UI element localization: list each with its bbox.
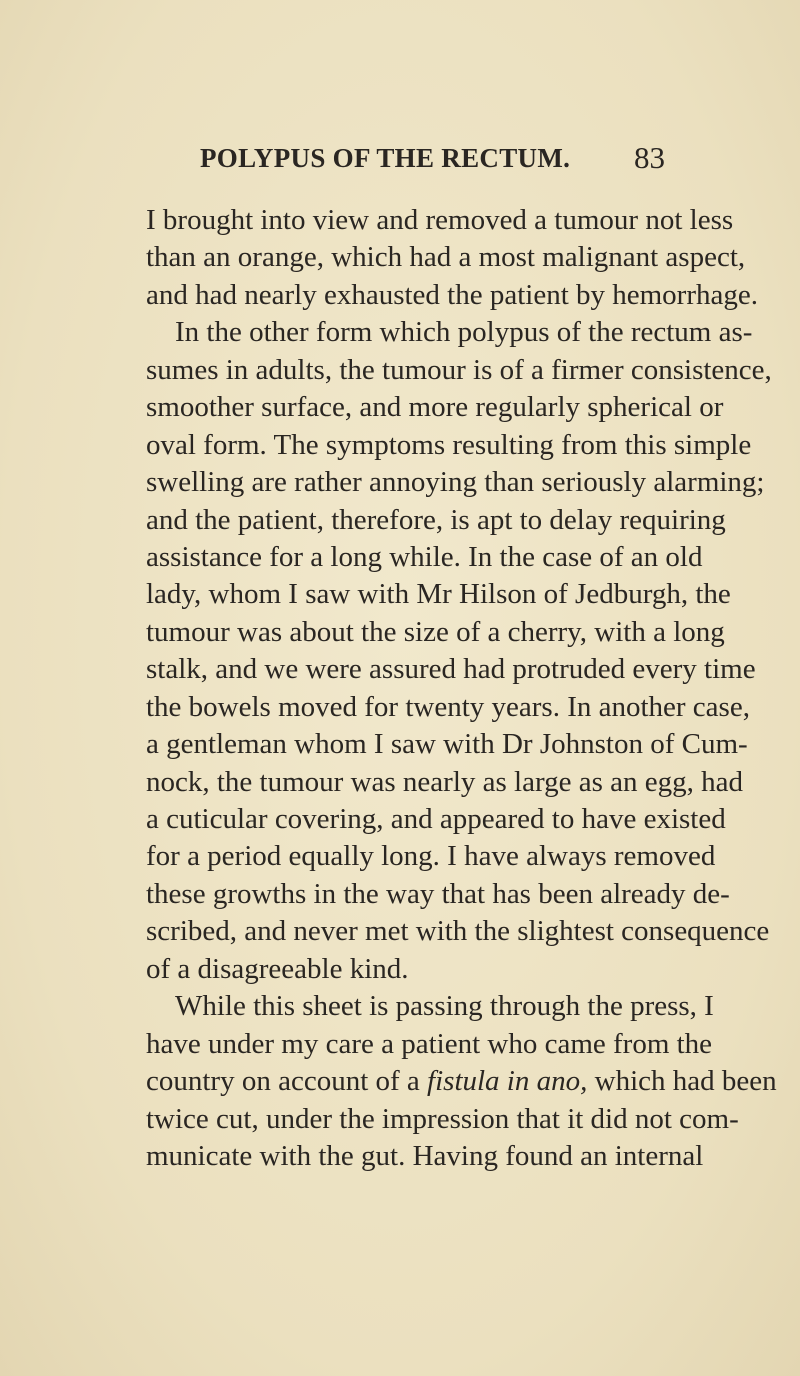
text-segment: which had been: [587, 1065, 777, 1098]
text-line: lady, whom I saw with Mr Hilson of Jedburgh, the: [146, 578, 731, 611]
text-line: stalk, and we were assured had protruded every time: [146, 653, 756, 686]
text-line: for a period equally long. I have always removed: [146, 840, 716, 873]
text-line: oval form. The symptoms resulting from this simple: [146, 428, 752, 461]
text-line: swelling are rather annoying than seriously alarming;: [146, 466, 765, 499]
text-line: smoother surface, and more regularly spherical or: [146, 391, 724, 424]
text-line: sumes in adults, the tumour is of a firmer consistence,: [146, 353, 772, 386]
running-head: POLYPUS OF THE RECTUM.: [200, 143, 571, 173]
text-line: and had nearly exhausted the patient by hemorrhage.: [146, 278, 758, 311]
text-line: I brought into view and removed a tumour not less: [146, 204, 734, 236]
body-text: [146, 202, 777, 1175]
text-line: municate with the gut. Having found an internal: [146, 1139, 704, 1172]
text-line: than an orange, which had a most malignant aspect,: [146, 241, 746, 274]
text-line: While this sheet is passing through the press, I: [175, 990, 714, 1023]
text-segment: country on account of a: [146, 1065, 428, 1098]
text-line-with-italic: [146, 1063, 777, 1100]
text-line: of a disagreeable kind.: [146, 952, 409, 985]
text-line: the bowels moved for twenty years. In another case,: [146, 690, 750, 723]
text-line: a cuticular covering, and appeared to have existed: [146, 803, 726, 835]
text-line: a gentleman whom I saw with Dr Johnston of Cum-: [146, 728, 748, 761]
text-line: assistance for a long while. In the case of an old: [146, 540, 703, 573]
italic-phrase: fistula in ano,: [427, 1065, 588, 1098]
text-line: twice cut, under the impression that it did not com-: [146, 1102, 739, 1135]
text-line: scribed, and never met with the slightest consequence: [146, 915, 770, 948]
page-number: 83: [634, 140, 665, 175]
text-line: In the other form which polypus of the rectum as-: [175, 316, 753, 349]
text-line: tumour was about the size of a cherry, with a long: [146, 615, 725, 648]
text-line: these growths in the way that has been already de-: [146, 877, 730, 910]
text-line: and the patient, therefore, is apt to delay requiring: [146, 503, 726, 536]
text-line: nock, the tumour was nearly as large as an egg, had: [146, 765, 743, 798]
page-header: [200, 140, 665, 176]
text-line: have under my care a patient who came from the: [146, 1027, 713, 1060]
